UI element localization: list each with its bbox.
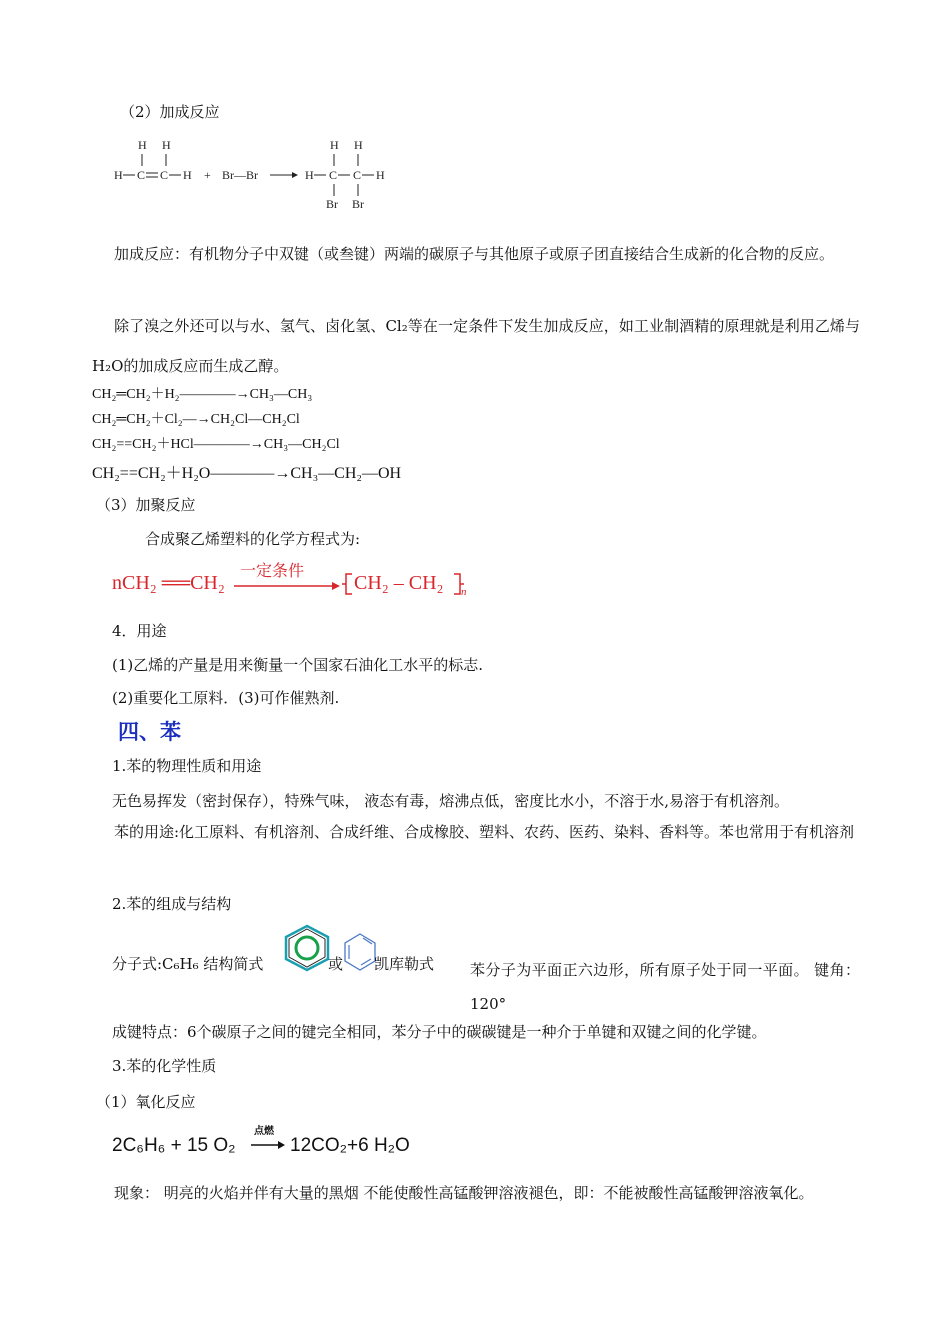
atom-h: H [305, 168, 314, 182]
atom-c: C [329, 168, 338, 182]
uses-heading: 4．用途 [112, 622, 167, 640]
polymer-condition: 一定条件 [240, 563, 305, 580]
equation-chlorine: CH₂═CH₂＋Cl₂—→CH₂Cl—CH₂Cl [92, 412, 300, 427]
polymer-eq-right: CH₂ – CH₂ [354, 572, 444, 594]
addition-examples-intro: 除了溴之外还可以与水、氢气、卤化氢、Cl₂等在一定条件下发生加成反应，如工业制酒精的原理就是利用乙烯与H₂O的加成反应而生成乙醇。 [92, 317, 860, 375]
benzene-bond-feature: 成键特点：6个碳原子之间的键完全相同，苯分子中的碳碳键是一种介于单键和双键之间的化学键。 [112, 1023, 767, 1041]
benzene-planar-note: 苯分子为平面正六边形，所有原子处于同一平面。 键角：120° [470, 961, 860, 1013]
atom-h: H [376, 168, 385, 182]
atom-h: H [114, 168, 123, 182]
combustion-eq-left: 2C₆H₆ + 15 O₂ [112, 1135, 236, 1156]
uses-item-2: (2)重要化工原料．(3)可作催熟剂. [112, 689, 340, 707]
atom-br: Br [326, 197, 338, 211]
kekule-label: 凯库勒式 [374, 955, 435, 973]
benzene-structure-heading: 2.苯的组成与结构 [112, 895, 232, 913]
atom-h: H [330, 138, 339, 152]
equation-water: CH₂==CH₂＋H₂O————→CH₃—CH₂—OH [92, 465, 402, 482]
combustion-condition: 点燃 [254, 1126, 274, 1137]
benzene-ring-icon [282, 924, 332, 972]
atom-c: C [160, 168, 169, 182]
bromine-molecule: Br—Br [222, 168, 258, 182]
benzene-formula-label: 分子式:C₆H₆ 结构简式 [112, 955, 264, 973]
atom-c: C [353, 168, 362, 182]
benzene-or: 或 [328, 955, 344, 973]
polymer-n: n [461, 586, 467, 598]
polymer-heading: （3）加聚反应 [96, 496, 196, 514]
atom-c: C [137, 168, 146, 182]
combustion-phenomenon: 现象： 明亮的火焰并伴有大量的黑烟 不能使酸性高锰酸钾溶液褪色，即：不能被酸性高锰酸钾溶液氧化。 [114, 1184, 814, 1202]
polymer-arrow [232, 580, 342, 592]
addition-heading: （2）加成反应 [120, 103, 220, 121]
combustion-eq-right: 12CO₂+6 H₂O [290, 1135, 410, 1156]
atom-h: H [162, 138, 171, 152]
atom-h: H [354, 138, 363, 152]
atom-h: H [138, 138, 147, 152]
benzene-chemical-heading: 3.苯的化学性质 [112, 1057, 217, 1075]
benzene-physical-heading: 1.苯的物理性质和用途 [112, 757, 262, 775]
combustion-arrow [250, 1140, 286, 1150]
addition-definition: 加成反应：有机物分子中双键（或叁键）两端的碳原子与其他原子或原子团直接结合生成新的化合物的反应。 [114, 245, 835, 263]
atom-h: H [183, 168, 192, 182]
plus-sign: + [204, 168, 211, 182]
equation-hydrogen: CH₂═CH₂＋H₂————→CH₃—CH₃ [92, 387, 313, 402]
atom-br: Br [352, 197, 364, 211]
polymer-bracket-left [340, 570, 354, 598]
uses-item-1: (1)乙烯的产量是用来衡量一个国家石油化工水平的标志. [112, 656, 484, 674]
oxidation-heading: （1）氧化反应 [96, 1093, 196, 1111]
equation-hcl: CH₂==CH₂＋HCl————→CH₃—CH₂Cl [92, 437, 340, 452]
polymer-eq-left: nCH₂ ══CH₂ [112, 572, 225, 594]
benzene-uses: 苯的用途:化工原料、有机溶剂、合成纤维、合成橡胶、塑料、农药、医药、染料、香料等。苯也常用于有机溶剂 [114, 823, 855, 841]
kekule-structure-icon [342, 932, 378, 972]
section-title-benzene: 四、苯 [118, 719, 181, 744]
benzene-physical-props: 无色易挥发（密封保存），特殊气味， 液态有毒，熔沸点低，密度比水小，不溶于水,易溶于有机溶剂。 [112, 792, 790, 810]
addition-bromine-diagram [112, 136, 402, 214]
polymer-intro: 合成聚乙烯塑料的化学方程式为: [145, 530, 361, 548]
